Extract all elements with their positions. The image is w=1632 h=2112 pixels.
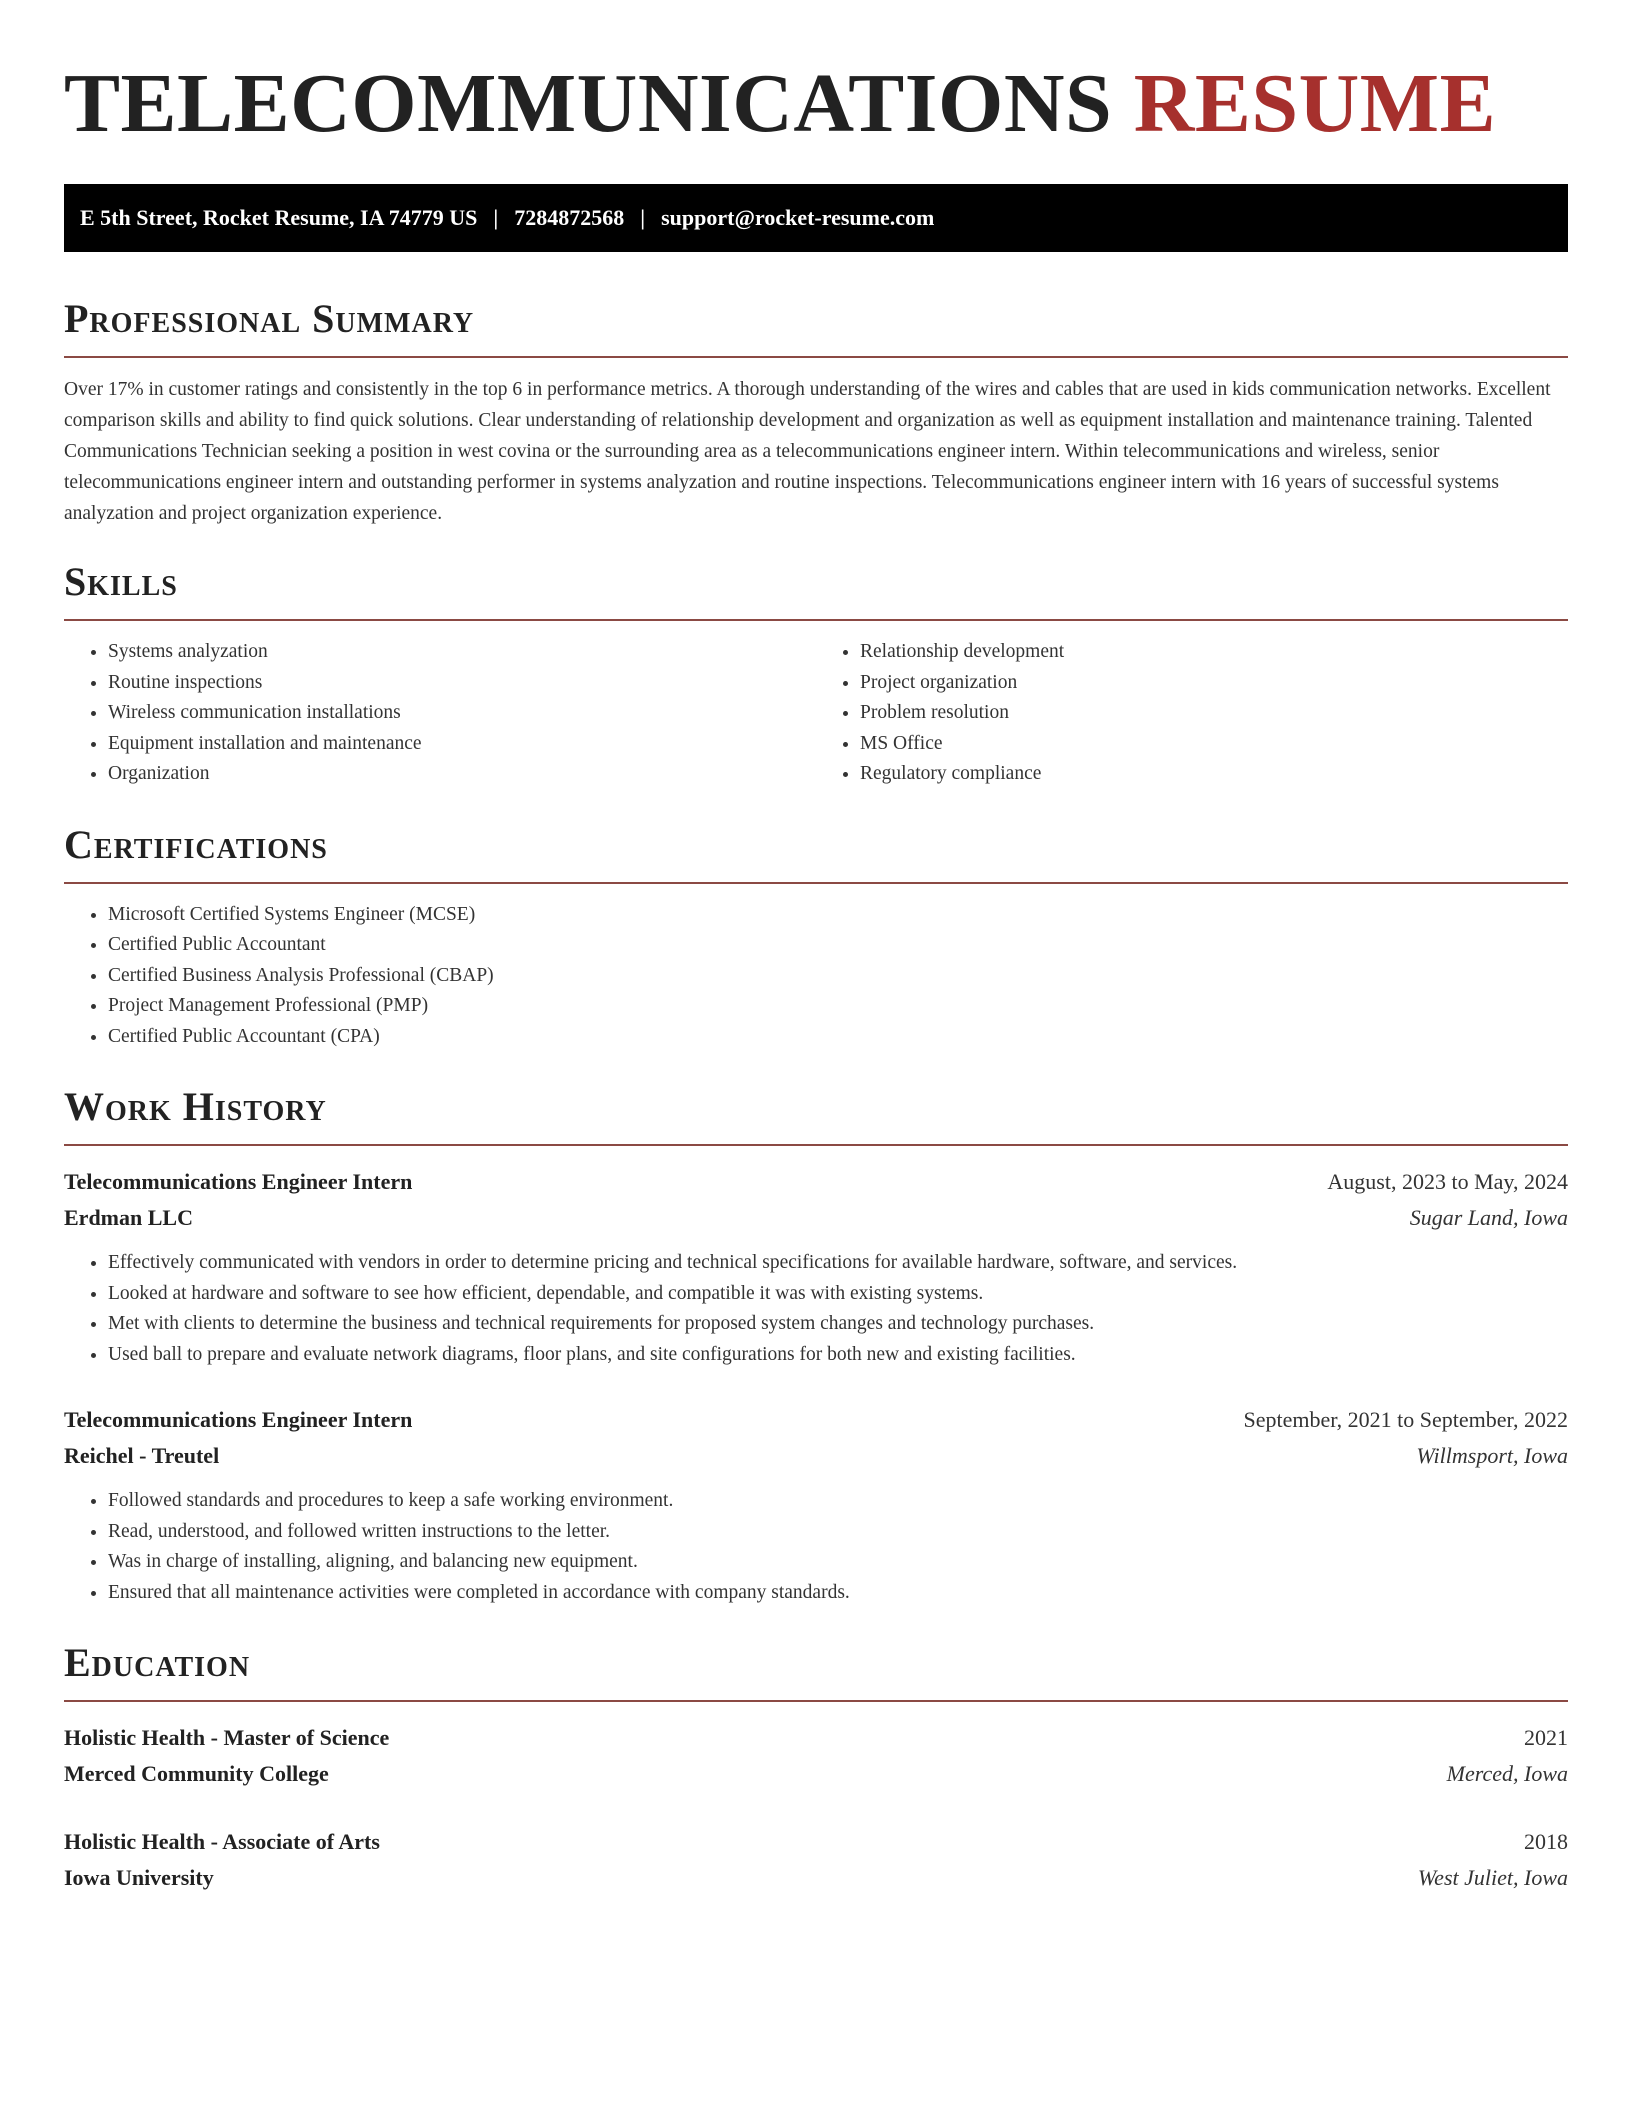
job-entry (64, 1402, 1568, 1608)
job-title: Telecommunications Engineer Intern (64, 1407, 413, 1432)
certifications-heading: Certifications (64, 822, 1568, 884)
education-header-row (64, 1824, 1568, 1860)
skill-item: • Routine inspections (108, 668, 816, 699)
title-accent: RESUME (1133, 57, 1497, 150)
job-bullet: • Looked at hardware and software to see how efficient, dependable, and compatible it was with existing systems. (108, 1279, 1568, 1310)
skills-section (64, 559, 1568, 790)
job-bullet: • Used ball to prepare and evaluate network diagrams, floor plans, and site configurations for both new and existing facilities. (108, 1340, 1568, 1371)
education-school-row (64, 1860, 1568, 1896)
contact-email: support@rocket-resume.com (661, 205, 935, 230)
job-bullet: • Ensured that all maintenance activities were completed in accordance with company standards. (108, 1578, 1568, 1609)
certification-item: • Certified Business Analysis Professional (CBAP) (108, 961, 1568, 992)
certification-item: • Certified Public Accountant (108, 930, 1568, 961)
skills-heading: Skills (64, 559, 1568, 621)
certifications-section (64, 822, 1568, 1053)
job-bullet: • Followed standards and procedures to keep a safe working environment. (108, 1486, 1568, 1517)
certification-item: • Certified Public Accountant (CPA) (108, 1022, 1568, 1053)
skill-item: • Wireless communication installations (108, 698, 816, 729)
skill-item: • Organization (108, 759, 816, 790)
job-company-row (64, 1200, 1568, 1236)
job-dates: September, 2021 to September, 2022 (1243, 1407, 1568, 1432)
job-company: Erdman LLC (64, 1205, 193, 1230)
job-header-row (64, 1164, 1568, 1200)
summary-text: Over 17% in customer ratings and consistently in the top 6 in performance metrics. A thorough understanding of the wires and cables that are used in kids communication networks. Excellent comparison skills and ability to find quick solutions. Clear understanding of relationship development and organization as well as equipment installation and maintenance training. Talented Communications Technician seeking a position in west covina or the surrounding area as a telecommunications engineer intern. Within telecommunications and wireless, senior telecommunications engineer intern and outstanding performer in systems analyzation and routine inspections. Telecommunications engineer intern with 16 years of successful systems analyzation and project organization experience. (64, 379, 1551, 524)
job-bullet: • Effectively communicated with vendors in order to determine pricing and technical specifications for available hardware, software, and services. (108, 1248, 1568, 1279)
education-location: West Juliet, Iowa (1417, 1865, 1568, 1890)
education-year: 2021 (1524, 1725, 1568, 1750)
education-year: 2018 (1524, 1829, 1568, 1854)
skill-item: • Regulatory compliance (860, 759, 1568, 790)
job-location: Sugar Land, Iowa (1409, 1205, 1568, 1230)
education-school: Iowa University (64, 1865, 214, 1890)
skills-list-left (64, 637, 816, 790)
certification-item: • Project Management Professional (PMP) (108, 991, 1568, 1022)
skills-grid (64, 621, 1568, 790)
work-history-section (64, 1084, 1568, 1608)
education-entry (64, 1720, 1568, 1792)
education-heading: Education (64, 1640, 1568, 1702)
job-bullet: • Met with clients to determine the business and technical requirements for proposed system changes and technology purchases. (108, 1309, 1568, 1340)
job-title: Telecommunications Engineer Intern (64, 1169, 413, 1194)
job-bullets (64, 1248, 1568, 1370)
work-history-heading: Work History (64, 1084, 1568, 1146)
job-bullets (64, 1486, 1568, 1608)
education-section (64, 1640, 1568, 1896)
summary-heading: Professional Summary (64, 296, 1568, 358)
skill-item: • Relationship development (860, 637, 1568, 668)
job-bullet: • Was in charge of installing, aligning, and balancing new equipment. (108, 1547, 1568, 1578)
education-entry (64, 1824, 1568, 1896)
education-school: Merced Community College (64, 1761, 329, 1786)
education-school-row (64, 1756, 1568, 1792)
education-degree: Holistic Health - Master of Science (64, 1725, 390, 1750)
job-header-row (64, 1402, 1568, 1438)
skill-item: • Systems analyzation (108, 637, 816, 668)
certification-item: • Microsoft Certified Systems Engineer (MCSE) (108, 900, 1568, 931)
contact-separator: | (640, 205, 646, 230)
education-header-row (64, 1720, 1568, 1756)
skill-item: • Project organization (860, 668, 1568, 699)
contact-address: E 5th Street, Rocket Resume, IA 74779 US (80, 205, 478, 230)
skill-item: • MS Office (860, 729, 1568, 760)
skills-list-right (816, 637, 1568, 790)
skill-item: • Problem resolution (860, 698, 1568, 729)
job-company: Reichel - Treutel (64, 1443, 220, 1468)
summary-section (64, 296, 1568, 529)
job-location: Willmsport, Iowa (1416, 1443, 1568, 1468)
contact-separator: | (493, 205, 499, 230)
education-degree: Holistic Health - Associate of Arts (64, 1829, 380, 1854)
title-main: TELECOMMUNICATIONS (64, 57, 1113, 150)
certifications-list (64, 900, 1568, 1053)
job-bullet: • Read, understood, and followed written instructions to the letter. (108, 1517, 1568, 1548)
resume-title (64, 54, 1568, 154)
job-dates: August, 2023 to May, 2024 (1327, 1169, 1568, 1194)
skill-item: • Equipment installation and maintenance (108, 729, 816, 760)
contact-phone: 7284872568 (514, 205, 625, 230)
job-entry (64, 1164, 1568, 1370)
job-company-row (64, 1438, 1568, 1474)
education-location: Merced, Iowa (1446, 1761, 1568, 1786)
contact-bar (64, 184, 1568, 252)
